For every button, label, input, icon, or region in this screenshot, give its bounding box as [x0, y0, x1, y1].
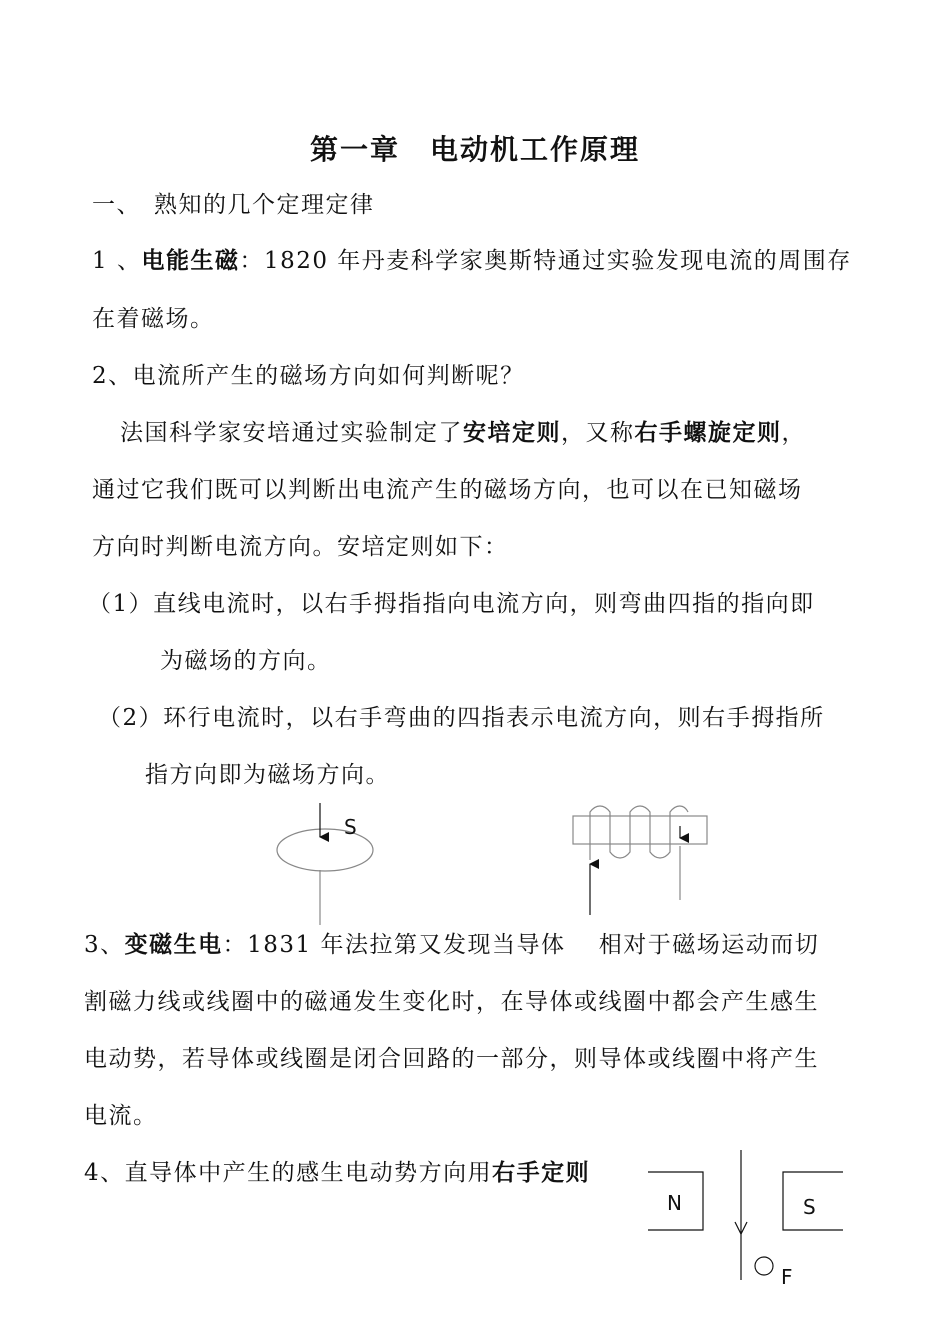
paragraph-item3-line4: 电流。	[84, 1103, 158, 1129]
item2-paragraph-line3: 方向时判断电流方向。安培定则如下：	[92, 534, 509, 560]
chapter-title: 第一章 电动机工作原理	[309, 133, 640, 166]
item1-number: 1 、	[92, 248, 142, 274]
straight-current-figure	[277, 803, 373, 925]
item3-number: 3、	[84, 932, 125, 958]
paragraph-item3-line3: 电动势，若导体或线圈是闭合回路的一部分，则导体或线圈中将产生	[84, 1046, 819, 1072]
rule2-line1: （2）环行电流时，以右手弯曲的四指表示电流方向，则右手拇指所	[98, 705, 825, 731]
fig1-label-s: S	[344, 815, 357, 839]
item2-text-c: ，又称	[561, 420, 635, 446]
rule2-line2: 指方向即为磁场方向。	[145, 762, 390, 788]
field-loop	[277, 829, 373, 871]
solenoid-coil	[590, 806, 688, 860]
rule1-line2: 为磁场的方向。	[160, 648, 332, 674]
paragraph-item3-line2: 割磁力线或线圈中的磁通发生变化时，在导体或线圈中都会产生感生	[84, 989, 819, 1015]
paragraph-item1-line2: 在着磁场。	[92, 306, 215, 332]
item3-term: 变磁生电	[124, 931, 223, 958]
rule1-line1: （1）直线电流时，以右手拇指指向电流方向，则弯曲四指的指向即	[88, 591, 815, 617]
item3-text1: ：1831 年法拉第又发现当导体 相对于磁场运动而切	[222, 932, 820, 958]
item2-text-e: ，	[781, 420, 806, 446]
item1-term: 电能生磁	[141, 247, 240, 274]
term-ampere-rule: 安培定则	[463, 419, 561, 446]
fig2-label-n: N	[667, 1191, 682, 1215]
solenoid-core	[573, 816, 707, 844]
fig2-label-s: S	[803, 1195, 816, 1219]
right-hand-rule-figure	[648, 1150, 843, 1289]
solenoid-figure	[573, 806, 707, 915]
fig2-label-f: F	[781, 1265, 793, 1289]
term-right-hand-screw-rule: 右手螺旋定则	[634, 419, 782, 446]
item1-text1: ：1820 年丹麦科学家奥斯特通过实验发现电流的周围存	[239, 248, 852, 274]
item4-text: 4、直导体中产生的感生电动势方向用	[84, 1160, 493, 1186]
item2-paragraph-line2: 通过它我们既可以判断出电流产生的磁场方向，也可以在已知磁场	[92, 477, 803, 503]
section-heading: 一、 熟知的几个定理定律	[92, 192, 375, 218]
item2-text-a: 法国科学家安培通过实验制定了	[120, 420, 463, 446]
term-right-hand-rule: 右手定则	[492, 1159, 591, 1186]
conductor-cross-section	[755, 1257, 773, 1275]
item2-question: 2、电流所产生的磁场方向如何判断呢？	[92, 363, 525, 389]
